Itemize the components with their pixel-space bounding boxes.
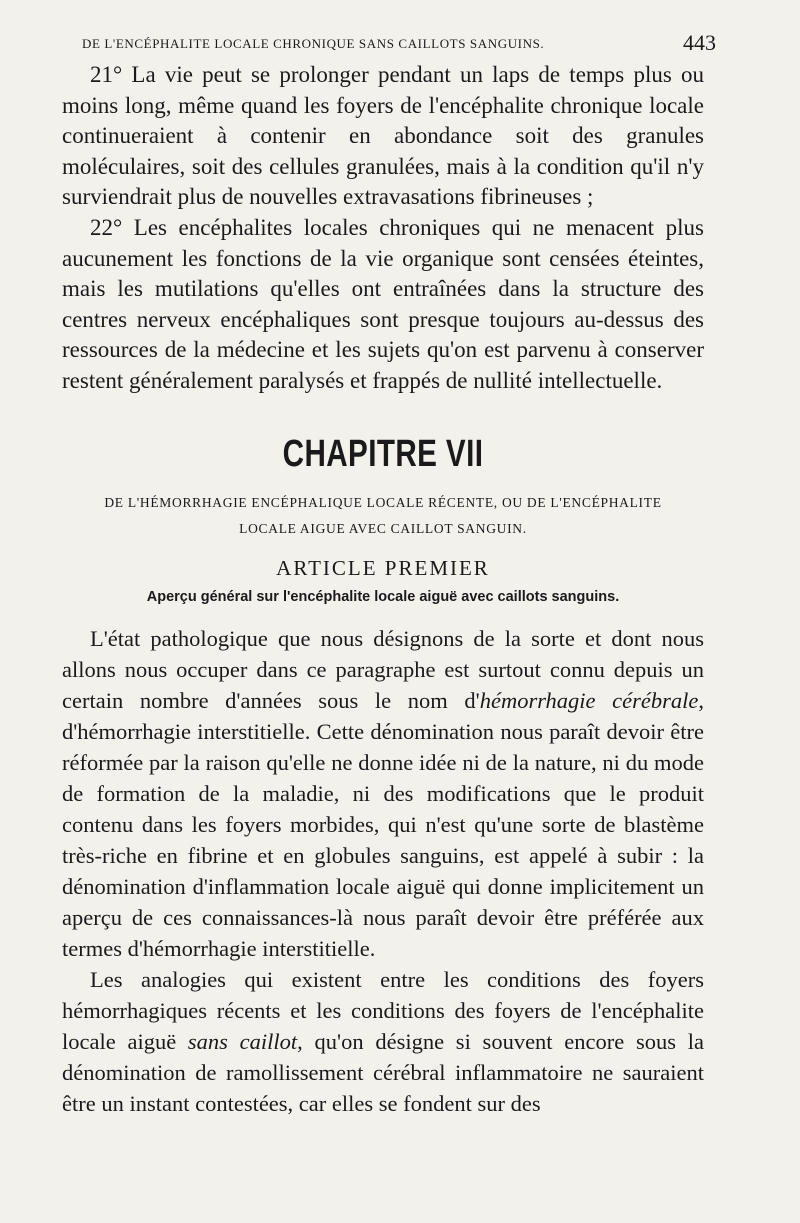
page-number: 443 (683, 30, 716, 55)
numbered-conclusions (62, 60, 704, 397)
chapter-subtitle-line-2: LOCALE AIGUE AVEC CAILLOT SANGUIN. (239, 520, 527, 536)
body-paragraph-1-text-a: L'état pathologique que nous désignons de la sorte et dont nous allons nous occuper dans ce paragraphe est surtout connu depuis un certain nombre d'années sous le nom d' (62, 625, 704, 713)
body-paragraph-2-italic: sans caillot (187, 1028, 298, 1054)
body-paragraph-1-text-b: , d'hémorrhagie interstitielle. Cette dénomination nous paraît devoir être réformée par la raison qu'elle ne donne idée ni de la nature, ni du mode de formation de la maladie, ni des modifications que le produit contenu dans les foyers morbides, qui n'est qu'une sorte de blastème très-riche en fibrine et en globules sanguins, est appelé à subir : la dénomination d'inflammation locale aiguë qui donne implicitement un aperçu de ces connaissances-là nous paraît devoir être préférée aux termes d'hémorrhagie interstitielle. (62, 687, 704, 961)
body-paragraph-1 (62, 623, 704, 964)
running-header (62, 26, 716, 60)
body-paragraph-2 (62, 964, 704, 1119)
article-body (62, 623, 704, 1119)
body-paragraph-1-italic: hémorrhagie cérébrale (479, 687, 699, 713)
body-paragraph-2-text-a: Les analogies qui existent entre les conditions des foyers hémorrhagiques récents et les conditions des foyers de l'encéphalite locale aiguë (62, 966, 704, 1054)
article-subtitle: Aperçu général sur l'encéphalite locale aiguë avec caillots sanguins. (146, 588, 620, 605)
body-paragraph-2-text-b: , qu'on désigne si souvent encore sous la dénomination de ramollissement cérébral inflammatoire ne sauraient être un instant contestées, car elles se fondent sur des (62, 1028, 704, 1116)
paragraph-21: 21° La vie peut se prolonger pendant un laps de temps plus ou moins long, même quand les foyers de l'encéphalite chronique locale continueraient à contenir en abondance soit des granules moléculaires, soit des cellules granulées, mais à la condition qu'il n'y surviendrait plus de nouvelles extravasations fibrineuses ; (62, 62, 704, 210)
chapter-subtitle (62, 490, 704, 542)
article-title: ARTICLE PREMIER (276, 555, 490, 580)
chapter-subtitle-line-1: DE L'HÉMORRHAGIE ENCÉPHALIQUE LOCALE RÉCENTE, OU DE L'ENCÉPHALITE (104, 494, 662, 510)
running-title: DE L'ENCÉPHALITE LOCALE CHRONIQUE SANS CAILLOTS SANGUINS. (82, 36, 545, 51)
chapter-title: CHAPITRE VII (282, 432, 484, 475)
paragraph-22: 22° Les encéphalites locales chroniques qui ne menacent plus aucunement les fonctions de la vie organique sont censées éteintes, mais les mutilations qu'elles ont entraînées dans la structure des centres nerveux encéphaliques sont presque toujours au-dessus des ressources de la médecine et les sujets qu'on est parvenu à conserver restent généralement paralysés et frappés de nullité intellectuelle. (62, 214, 704, 393)
